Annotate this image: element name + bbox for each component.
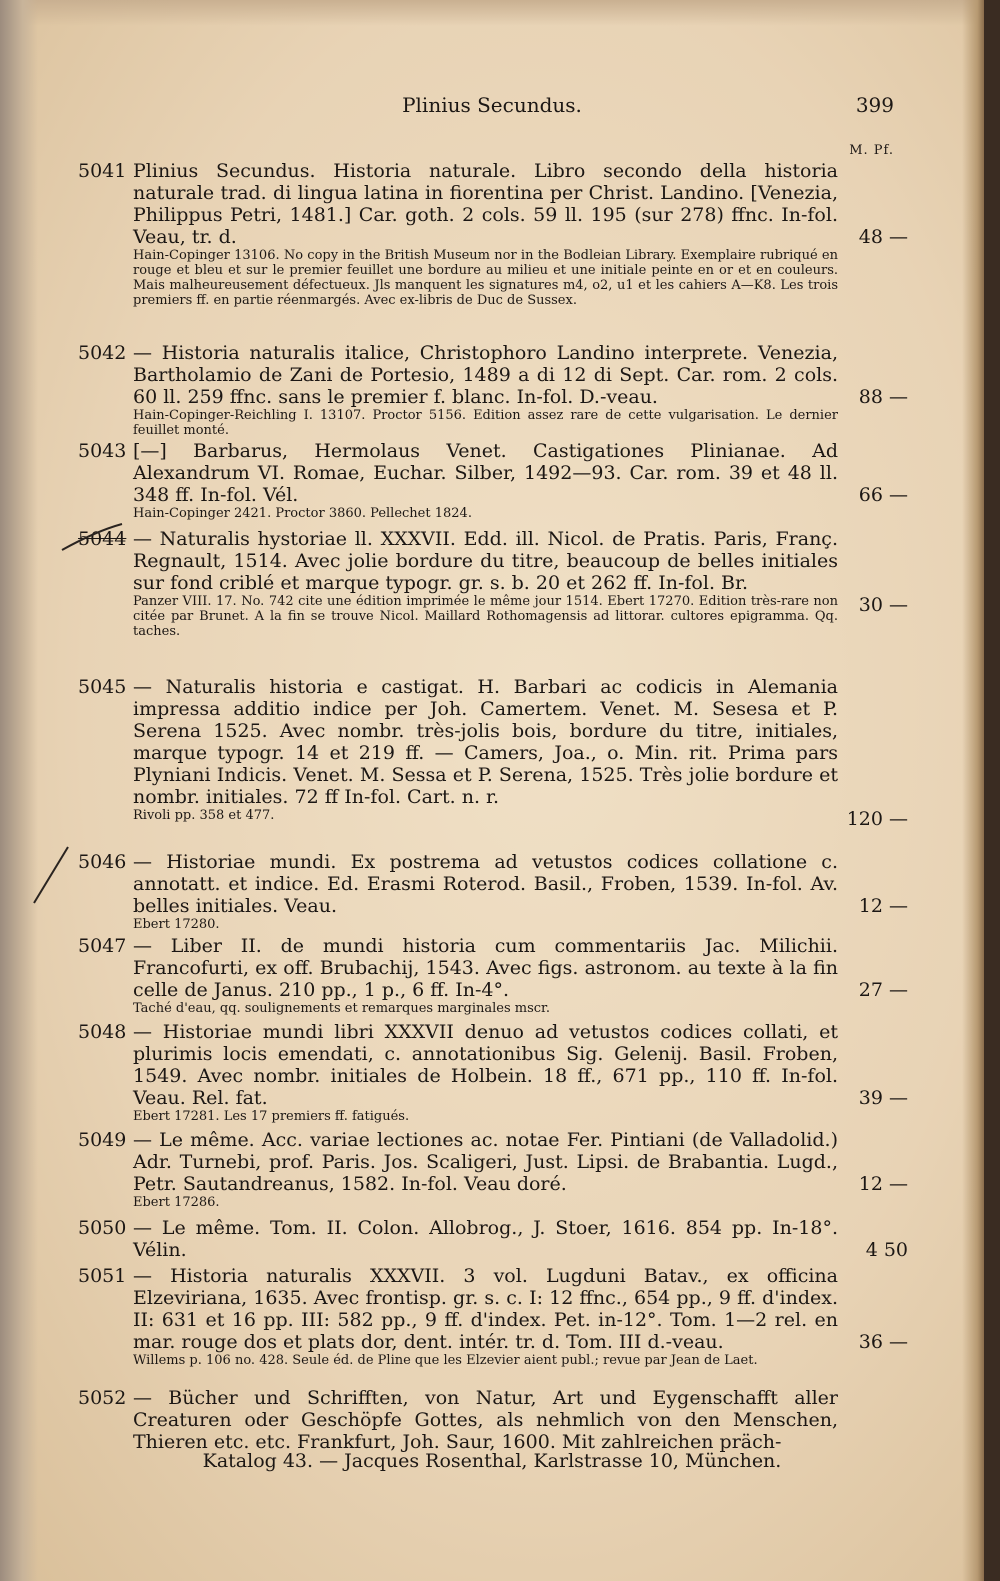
entry-price: 39 — [858,1087,908,1109]
entry-text: — Historiae mundi. Ex postrema ad vetustos codices collatione c. annotatt. et indice. Ed. Erasmi Roterod. Basil., Froben, 1539. In-fol. Av. belles initiales. Veau. [133,851,838,917]
binding-shadow [0,0,38,1581]
catalog-entry [78,528,908,676]
entry-note: Willems p. 106 no. 428. Seule éd. de Pline que les Elzevier aient publ.; revue par Jean de Laet. [133,1353,758,1368]
entry-price: 27 — [858,979,908,1001]
entry-text: — Naturalis hystoriae ll. XXXVII. Edd. ill. Nicol. de Pratis. Paris, Franç. Regnault, 1514. Avec jolie bordure du titre, beaucoup de belles initiales sur fond criblé et marque typogr. gr. s. b. 20 et 262 ff. In-fol. Br. [133,528,838,594]
entry-note: Hain-Copinger 2421. Proctor 3860. Pellechet 1824. [133,506,472,521]
entry-number: 5041 [78,160,127,182]
catalog-footer: Katalog 43. — Jacques Rosenthal, Karlstrasse 10, München. [202,1450,782,1472]
entry-text: — Historia naturalis italice, Christophoro Landino interprete. Venezia, Bartholamio de Zani de Portesio, 1489 a di 12 di Sept. Car. rom. 2 cols. 60 ll. 259 ffnc. sans le premier f. blanc. In-fol. D.-veau. [133,342,838,408]
entry-note: Taché d'eau, qq. soulignements et remarques marginales mscr. [133,1001,550,1016]
entry-note: Rivoli pp. 358 et 477. [133,808,275,823]
page-number: 399 [855,93,894,117]
entry-price: 4 50 [865,1239,908,1261]
entry-text: — Naturalis historia e castigat. H. Barbari ac codicis in Alemania impressa additio indice per Joh. Camertem. Venet. M. Sesesa et P. Serena 1525. Avec nombr. très-jolis bois, bordure du titre, initiales, marque typogr. 14 et 219 ff. — Camers, Joa., o. Min. rit. Prima pars Plyniani Indicis. Venet. M. Sessa et P. Serena, 1525. Très jolie bordure et nombr. initiales. 72 ff In-fol. Cart. n. r. [133,676,838,808]
entry-note: Hain-Copinger-Reichling I. 13107. Proctor 5156. Edition assez rare de cette vulgarisation. Le dernier feuillet monté. [133,408,838,438]
entry-text: — Le même. Acc. variae lectiones ac. notae Fer. Pintiani (de Valladolid.) Adr. Turnebi, prof. Paris. Jos. Scaligeri, Just. Lipsi. de Brabantia. Lugd., Petr. Sautandreanus, 1582. In-fol. Veau doré. [133,1129,838,1195]
entry-price: 48 — [858,226,908,248]
page-edge [962,0,984,1581]
page-top-shadow [0,0,984,26]
entry-text: [—] Barbarus, Hermolaus Venet. Castigationes Plinianae. Ad Alexandrum VI. Romae, Euchar. Silber, 1492—93. Car. rom. 39 et 48 ll. 348 ff. In-fol. Vél. [133,440,838,506]
catalog-entry [78,1387,908,1457]
entry-number: 5049 [78,1129,127,1151]
entry-price: 12 — [858,895,908,917]
entry-number: 5050 [78,1217,127,1239]
catalog-entry [78,1021,908,1129]
entry-note: Panzer VIII. 17. No. 742 cite une édition imprimée le même jour 1514. Ebert 17270. Edition très-rare non citée par Brunet. A la fin se trouve Nicol. Maillard Rothomagensis ad littorar. cultores epigramma. Qq. taches. [133,594,838,639]
catalog-entry [78,1265,908,1387]
entry-text: — Bücher und Schrifften, von Natur, Art und Eygenschafft aller Creaturen oder Geschöpfe Gottes, als nehmlich von den Menschen, Thieren etc. etc. Frankfurt, Joh. Saur, 1600. Mit zahlreichen präch- [133,1387,838,1453]
entry-number: 5045 [78,676,127,698]
entry-text: — Le même. Tom. II. Colon. Allobrog., J. Stoer, 1616. 854 pp. In-18°. Vélin. [133,1217,838,1261]
entry-note: Ebert 17280. [133,917,220,932]
entry-number: 5042 [78,342,127,364]
running-head: Plinius Secundus. [402,93,582,117]
entry-price: 66 — [858,484,908,506]
catalog-entry [78,676,908,851]
entry-text: — Liber II. de mundi historia cum commentariis Jac. Milichii. Francofurti, ex off. Brubachij, 1543. Avec figs. astronom. au texte à la fin celle de Janus. 210 pp., 1 p., 6 ff. In-4°. [133,935,838,1001]
catalog-entry [78,935,908,1021]
catalog-entry [78,1217,908,1265]
entry-number: 5051 [78,1265,127,1287]
entry-price: 36 — [858,1331,908,1353]
catalog-entry [78,851,908,935]
entry-price: 88 — [858,386,908,408]
catalog-entry [78,342,908,436]
entry-price: 12 — [858,1173,908,1195]
price-column-label: M. Pf. [849,143,894,158]
entry-number: 5046 [78,851,127,873]
entry-price: 120 — [846,808,908,830]
entry-price: 30 — [858,594,908,616]
entry-note: Ebert 17286. [133,1195,220,1210]
entry-number: 5052 [78,1387,127,1409]
pencil-slash-mark [30,845,70,905]
entry-number: 5048 [78,1021,127,1043]
entry-number: 5047 [78,935,127,957]
catalog-entry [78,160,908,340]
entries-column [78,160,908,1457]
entry-number: 5043 [78,440,127,462]
entry-text: — Historiae mundi libri XXXVII denuo ad vetustos codices collati, et plurimis locis emendati, c. annotationibus Sig. Gelenij. Basil. Froben, 1549. Avec nombr. initiales de Holbein. 18 ff., 671 pp., 110 ff. In-fol. Veau. Rel. fat. [133,1021,838,1109]
entry-note: Hain-Copinger 13106. No copy in the British Museum nor in the Bodleian Library. Exemplaire rubriqué en rouge et bleu et sur le premier feuillet une bordure au milieu et une initiale peinte en or et en couleurs. Mais malheureusement défectueux. Jls manquent les signatures m4, o2, u1 et les cahiers A—K8. Les trois premiers ff. en partie réenmargés. Avec ex-libris de Duc de Sussex. [133,248,838,308]
catalog-entry [78,440,908,528]
entry-number: 5044 [78,528,127,550]
entry-text: — Historia naturalis XXXVII. 3 vol. Lugduni Batav., ex officina Elzeviriana, 1635. Avec frontisp. gr. s. c. I: 12 ffnc., 654 pp., 9 ff. d'index. II: 631 et 16 pp. III: 582 pp., 9 ff. d'index. Pet. in-12°. Tom. 1—2 rel. en mar. rouge dos et plats dor, dent. intér. tr. d. Tom. III d.-veau. [133,1265,838,1353]
entry-note: Ebert 17281. Les 17 premiers ff. fatigués. [133,1109,410,1124]
entry-text: Plinius Secundus. Historia naturale. Libro secondo della historia naturale trad. di lingua latina in fiorentina per Christ. Landino. [Venezia, Philippus Petri, 1481.] Car. goth. 2 cols. 59 ll. 195 (sur 278) ffnc. In-fol. Veau, tr. d. [133,160,838,248]
catalog-entry [78,1129,908,1217]
pencil-strike-mark [60,522,127,554]
